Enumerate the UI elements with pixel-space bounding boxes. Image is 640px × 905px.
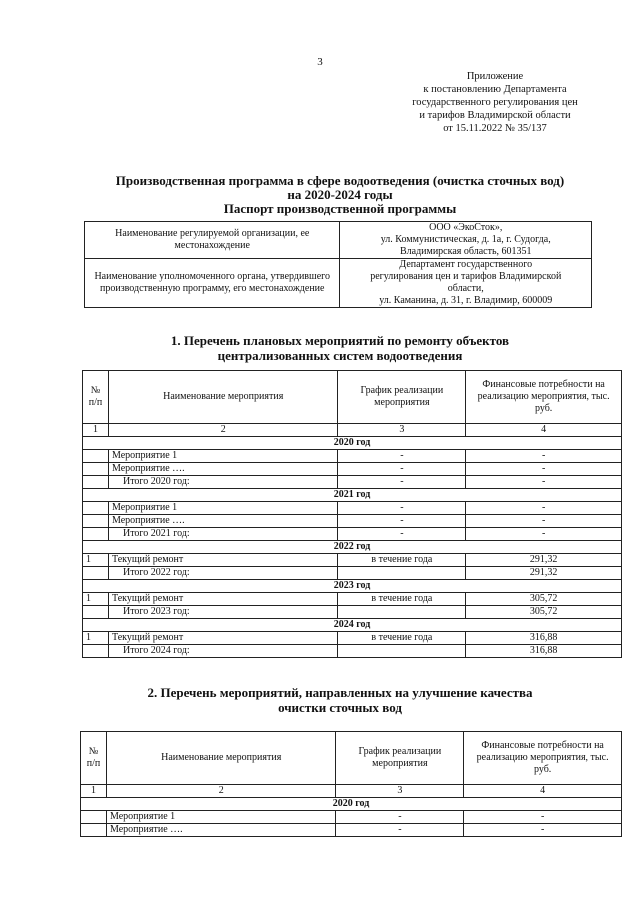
cell-finance: 305,72 [466,593,622,606]
appendix-line: от 15.11.2022 № 35/137 [443,123,547,134]
title-line: централизованных систем водоотведения [217,348,463,363]
passport-table [84,221,592,308]
appendix-line: государственного регулирования цен [412,97,578,108]
cell-number [83,450,109,463]
header-number: № п/п [81,732,107,785]
value-line: ул. Коммунистическая, д. 1а, г. Судогда, [380,234,551,245]
column-index-row [81,785,622,798]
passport-title: Паспорт производственной программы [223,201,457,216]
cell-finance: - [466,528,622,541]
value-line: ООО «ЭкоСток», [429,222,503,233]
value-line: регулирования цен и тарифов Владимирской [370,271,562,282]
cell-finance: 291,32 [466,567,622,580]
total-label: Итого 2023 год: [108,606,338,619]
column-index-row [83,424,622,437]
year-label: 2022 год [83,541,622,554]
appendix-line: Приложение [466,71,524,82]
passport-row [85,259,592,308]
table-row [83,502,622,515]
value-line: Департамент государственного [399,259,533,270]
value-line: области, [447,283,484,294]
cell-name: Текущий ремонт [108,593,338,606]
column-index: 2 [108,424,338,437]
cell-name: Мероприятие …. [108,515,338,528]
table-header-row [83,371,622,424]
title-line: очистки сточных вод [278,700,402,715]
section1-table [82,370,622,658]
year-row [83,541,622,554]
title-line: на 2020-2024 годы [287,187,393,202]
column-index: 4 [464,785,622,798]
cell-schedule: в течение года [338,554,466,567]
cell-schedule: - [338,463,466,476]
header-schedule: График реализации мероприятия [338,371,466,424]
cell-schedule: - [338,528,466,541]
title-line: 1. Перечень плановых мероприятий по ремонту объектов [170,333,510,348]
header-name: Наименование мероприятия [106,732,336,785]
total-label: Итого 2024 год: [108,645,338,658]
column-index: 3 [336,785,464,798]
page-number: 3 [317,56,323,68]
document-title [80,174,600,216]
year-label: 2020 год [83,437,622,450]
passport-label: Наименование уполномоченного органа, утвердившего производственную программу, его местонахождение [85,259,340,308]
cell-number: 1 [83,554,109,567]
cell-schedule: - [336,824,464,837]
cell-finance: - [466,450,622,463]
table-row [81,811,622,824]
header-finance: Финансовые потребности на реализацию мероприятия, тыс. руб. [466,371,622,424]
passport-value [340,259,592,308]
cell-name: Текущий ремонт [108,554,338,567]
title-line: Производственная программа в сфере водоотведения (очистка сточных вод) [115,173,565,188]
table-row [83,515,622,528]
cell-number [81,811,107,824]
cell-number [83,502,109,515]
passport-row [85,222,592,259]
appendix-line: и тарифов Владимирской области [419,110,571,121]
total-row [83,567,622,580]
section1-title [80,333,600,363]
cell-finance: - [466,502,622,515]
value-line: Владимирская область, 601351 [399,246,532,257]
total-label: Итого 2022 год: [108,567,338,580]
cell-name: Мероприятие …. [108,463,338,476]
year-label: 2020 год [81,798,622,811]
column-index: 3 [338,424,466,437]
column-index: 1 [83,424,109,437]
cell-number [81,824,107,837]
section2-title [80,685,600,715]
table-row [83,463,622,476]
cell-schedule [338,567,466,580]
year-row [83,580,622,593]
cell-number [83,645,109,658]
year-label: 2023 год [83,580,622,593]
cell-name: Мероприятие …. [106,824,336,837]
cell-finance: - [466,463,622,476]
cell-number [83,476,109,489]
cell-schedule [338,606,466,619]
section2-table [80,731,622,837]
cell-schedule: - [338,515,466,528]
cell-name: Мероприятие 1 [108,450,338,463]
table-row [83,554,622,567]
cell-number [83,528,109,541]
table-row [83,632,622,645]
total-row [83,645,622,658]
cell-finance: - [464,811,622,824]
header-number: № п/п [83,371,109,424]
cell-name: Мероприятие 1 [108,502,338,515]
passport-value [340,222,592,259]
header-finance: Финансовые потребности на реализацию мероприятия, тыс. руб. [464,732,622,785]
year-label: 2021 год [83,489,622,502]
table-header-row [81,732,622,785]
cell-name: Мероприятие 1 [106,811,336,824]
cell-finance: - [464,824,622,837]
cell-finance: - [466,476,622,489]
column-index: 1 [81,785,107,798]
total-row [83,528,622,541]
cell-finance: 305,72 [466,606,622,619]
cell-schedule [338,645,466,658]
passport-label: Наименование регулируемой организации, ее местонахождение [85,222,340,259]
cell-name: Текущий ремонт [108,632,338,645]
total-label: Итого 2021 год: [108,528,338,541]
cell-number [83,567,109,580]
year-label: 2024 год [83,619,622,632]
year-row [83,437,622,450]
cell-number [83,606,109,619]
cell-schedule: в течение года [338,593,466,606]
total-row [83,606,622,619]
column-index: 4 [466,424,622,437]
appendix-line: к постановлению Департамента [423,84,567,95]
column-index: 2 [106,785,336,798]
cell-number [83,463,109,476]
header-name: Наименование мероприятия [108,371,338,424]
total-row [83,476,622,489]
cell-schedule: - [338,502,466,515]
cell-schedule: в течение года [338,632,466,645]
cell-number [83,515,109,528]
cell-finance: 291,32 [466,554,622,567]
cell-number: 1 [83,593,109,606]
cell-schedule: - [338,450,466,463]
header-schedule: График реализации мероприятия [336,732,464,785]
table-row [83,450,622,463]
cell-number: 1 [83,632,109,645]
cell-finance: - [466,515,622,528]
appendix-block [380,70,610,135]
cell-schedule: - [338,476,466,489]
year-row [83,489,622,502]
year-row [83,619,622,632]
cell-finance: 316,88 [466,645,622,658]
total-label: Итого 2020 год: [108,476,338,489]
title-line: 2. Перечень мероприятий, направленных на улучшение качества [147,685,533,700]
value-line: ул. Каманина, д. 31, г. Владимир, 600009 [379,295,553,306]
table-row [83,593,622,606]
table-row [81,824,622,837]
cell-finance: 316,88 [466,632,622,645]
cell-schedule: - [336,811,464,824]
year-row [81,798,622,811]
